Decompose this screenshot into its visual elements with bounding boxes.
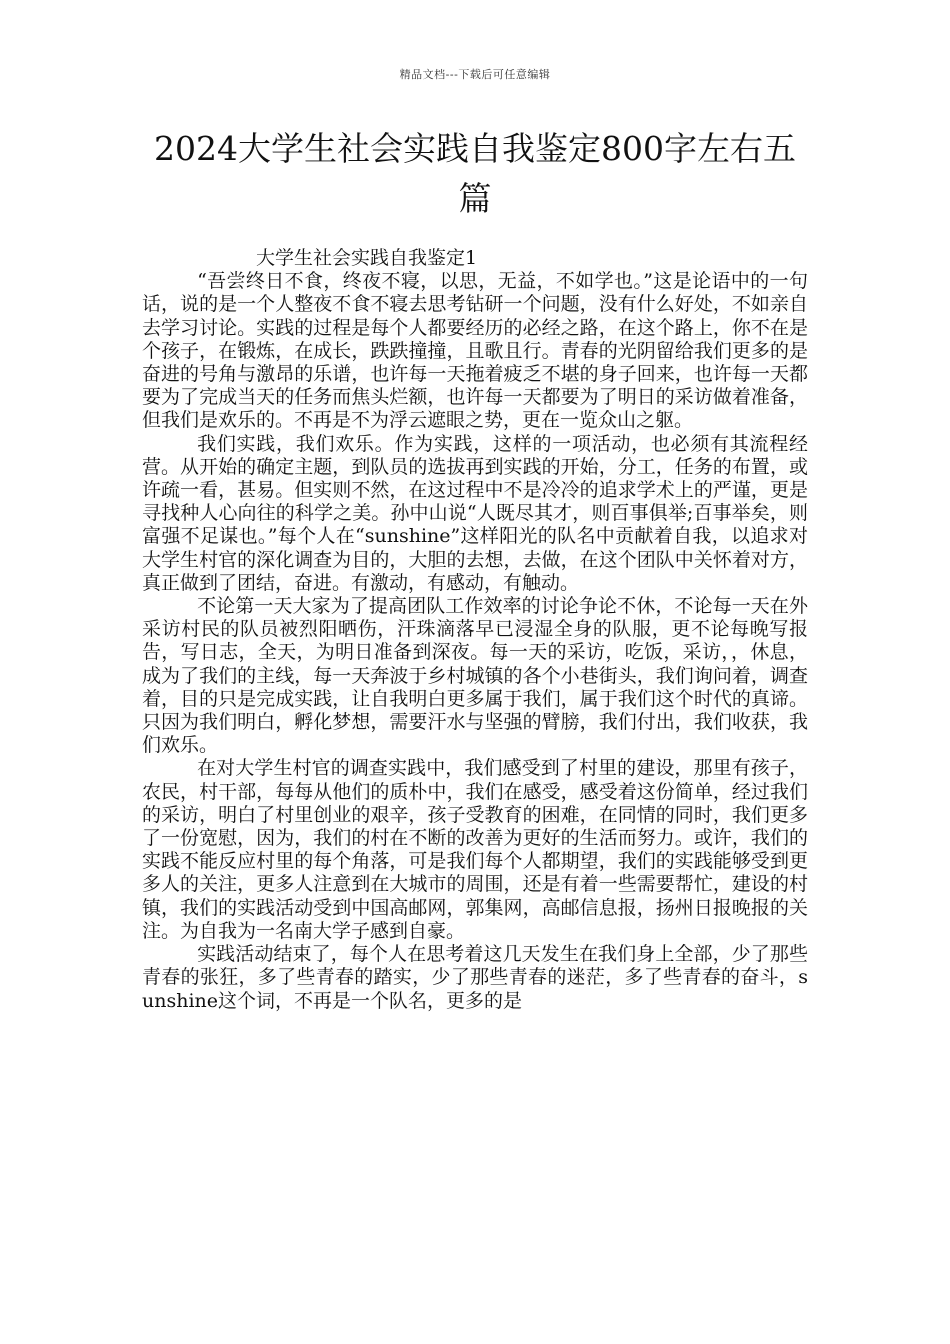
- section-heading: 大学生社会实践自我鉴定1: [256, 247, 478, 269]
- paragraph-3: 不论第一天大家为了提高团队工作效率的讨论争论不休，不论每一天在外采访村民的队员被烈阳晒伤，汗珠滴落早已浸湿全身的队服，更不论每晚写报告，写日志，全天，为明日准备到深夜。每一天的采访，吃饭，采访，，休息，成为了我们的主线，每一天奔波于乡村城镇的各个小巷街头，我们询问着，调查着，目的只是完成实践，让自我明白更多属于我们，属于我们这个时代的真谛。只因为我们明白，孵化梦想，需要汗水与坚强的臂膀，我们付出，我们收获，我们欢乐。: [142, 595, 808, 757]
- header-note: 精品文档---下载后可任意编辑: [399, 68, 551, 81]
- paragraph-1: “吾尝终日不食，终夜不寝，以思，无益，不如学也。”这是论语中的一句话，说的是一个人整夜不食不寝去思考钻研一个问题，没有什么好处，不如亲自去学习讨论。实践的过程是每个人都要经历的必经之路，在这个路上，你不在是个孩子，在锻炼，在成长，跌跌撞撞，且歌且行。青春的光阴留给我们更多的是奋进的号角与激昂的乐谱，也许每一天拖着疲乏不堪的身子回来，也许每一天都要为了完成当天的任务而焦头烂额，也许每一天都要为了明日的采访做着准备，但我们是欢乐的。不再是不为浮云遮眼之势，更在一览众山之躯。: [142, 270, 808, 432]
- document-title: 2024大学生社会实践自我鉴定800字左右五篇: [154, 129, 796, 218]
- paragraph-4: 在对大学生村官的调查实践中，我们感受到了村里的建设，那里有孩子，农民，村干部，每每从他们的质朴中，我们在感受，感受着这份简单，经过我们的采访，明白了村里创业的艰辛，孩子受教育的困难，在同情的同时，我们更多了一份宽慰，因为，我们的村在不断的改善为更好的生活而努力。或许，我们的实践不能反应村里的每个角落，可是我们每个人都期望，我们的实践能够受到更多人的关注，更多人注意到在大城市的周围，还是有着一些需要帮忙，建设的村镇，我们的实践活动受到中国高邮网，郭集网，高邮信息报，扬州日报晚报的关注。为自我为一名南大学子感到自豪。: [142, 757, 808, 942]
- paragraph-2: 我们实践，我们欢乐。作为实践，这样的一项活动，也必须有其流程经营。从开始的确定主题，到队员的选拔再到实践的开始，分工，任务的布置，或许疏一看，甚易。但实则不然，在这过程中不是冷冷的追求学术上的严谨，更是寻找种人心向往的科学之美。孙中山说“人既尽其才，则百事俱举;百事举矣，则富强不足谋也。”每个人在“sunshine”这样阳光的队名中贡献着自我，以追求对大学生村官的深化调查为目的，大胆的去想，去做，在这个团队中关怀着对方，真正做到了团结，奋进。有激动，有感动，有触动。: [142, 432, 808, 594]
- paragraph-5: 实践活动结束了，每个人在思考着这几天发生在我们身上全部，少了那些青春的张狂，多了些青春的踏实，少了那些青春的迷茫，多了些青春的奋斗，sunshine这个词，不再是一个队名，更多的是: [142, 943, 808, 1012]
- document-body: [142, 247, 808, 1013]
